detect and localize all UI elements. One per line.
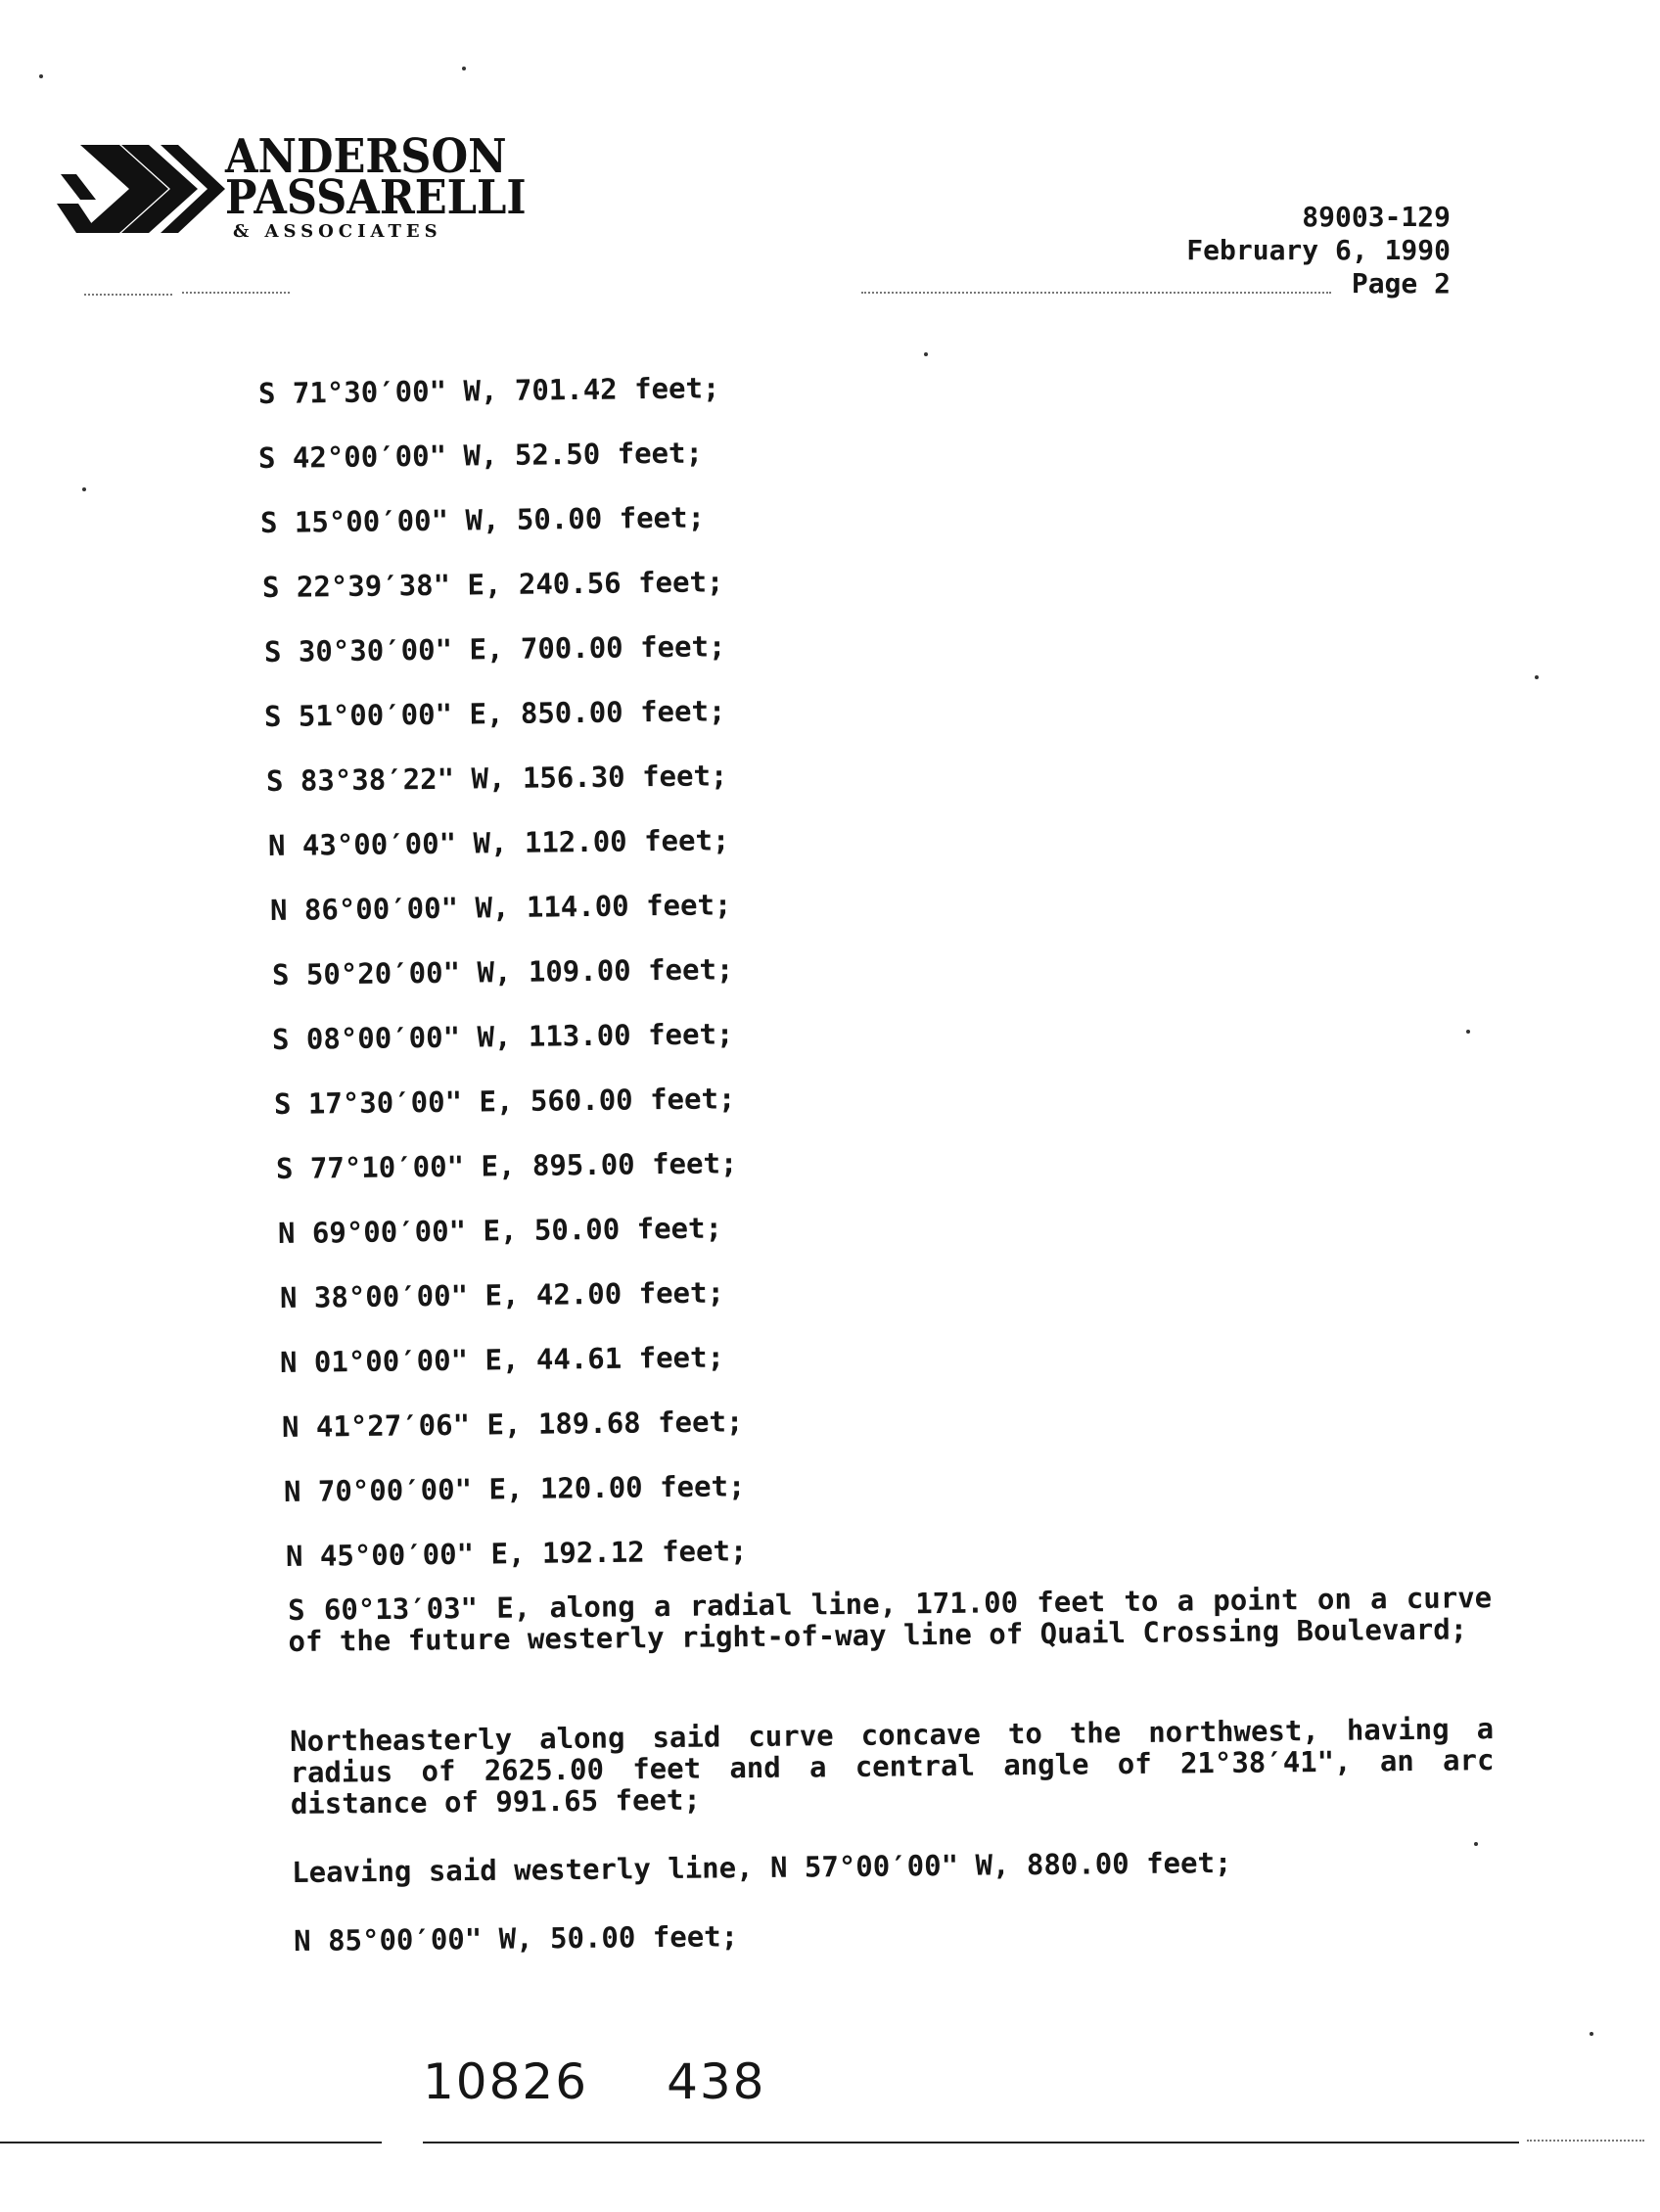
- course-line: S 22°39′38" E, 240.56 feet;: [261, 565, 724, 604]
- course-line: S 83°38′22" W, 156.30 feet;: [265, 759, 728, 798]
- scan-speck: [1466, 1030, 1470, 1034]
- course-line: S 08°00′00" W, 113.00 feet;: [271, 1017, 734, 1056]
- bottom-rule: [0, 2142, 382, 2143]
- scan-speck: [924, 352, 928, 356]
- course-line: S 17°30′00" E, 560.00 feet;: [273, 1082, 736, 1121]
- course-line: S 30°30′00" E, 700.00 feet;: [263, 629, 726, 668]
- paragraph: Northeasterly along said curve concave to the northwest, having a radius of 2625.00 feet and a central angle of 21°38′41", an arc distance of 991.65 feet;: [289, 1712, 1495, 1820]
- paragraph: S 60°13′03" E, along a radial line, 171.00 feet to a point on a curve of the future westerly right-of-way line of Quail Crossing Boulevard;: [287, 1581, 1493, 1658]
- course-line: N 01°00′00" E, 44.61 feet;: [279, 1340, 725, 1379]
- company-logo-icon: [51, 135, 227, 243]
- scan-speck: [82, 487, 86, 491]
- course-line: N 70°00′00" E, 120.00 feet;: [283, 1469, 746, 1508]
- course-line: N 45°00′00" E, 192.12 feet;: [285, 1534, 748, 1573]
- course-line: N 41°27′06" E, 189.68 feet;: [281, 1405, 744, 1444]
- scan-speck: [1535, 675, 1539, 679]
- recording-stamp: [423, 2053, 845, 2110]
- course-line: N 86°00′00" W, 114.00 feet;: [269, 888, 732, 927]
- scan-speck: [462, 67, 466, 70]
- book-page-number: 438: [667, 2053, 766, 2110]
- scan-speck: [39, 74, 43, 78]
- page-number: Page 2: [1351, 267, 1451, 300]
- letterhead-line-3: & ASSOCIATES: [233, 221, 442, 242]
- letterhead-line-1: ANDERSON: [225, 129, 507, 184]
- job-number: 89003-129: [1302, 201, 1451, 233]
- paragraph: N 85°00′00" W, 50.00 feet;: [293, 1919, 739, 1958]
- company-letterhead: [51, 125, 527, 253]
- letterhead-line-2: PASSARELLI: [225, 170, 527, 225]
- document-date: February 6, 1990: [1186, 234, 1451, 266]
- scan-artifact: [84, 294, 172, 298]
- course-line: S 50°20′00" W, 109.00 feet;: [271, 952, 734, 991]
- course-line: S 71°30′00" W, 701.42 feet;: [257, 371, 720, 410]
- course-line: S 51°00′00" E, 850.00 feet;: [263, 694, 726, 733]
- document-header: [1186, 201, 1451, 300]
- course-line: N 38°00′00" E, 42.00 feet;: [279, 1275, 725, 1314]
- scan-artifact: [1527, 2140, 1644, 2143]
- scan-artifact: [861, 292, 1331, 296]
- scan-speck: [1590, 2032, 1593, 2036]
- paragraph: Leaving said westerly line, N 57°00′00" W, 880.00 feet;: [291, 1845, 1232, 1889]
- course-line: S 15°00′00" W, 50.00 feet;: [259, 500, 706, 539]
- bottom-rule: [423, 2142, 1519, 2143]
- course-line: S 42°00′00" W, 52.50 feet;: [257, 436, 704, 475]
- course-line: N 69°00′00" E, 50.00 feet;: [277, 1211, 723, 1250]
- scan-artifact: [182, 292, 290, 296]
- course-line: S 77°10′00" E, 895.00 feet;: [275, 1146, 738, 1185]
- course-line: N 43°00′00" W, 112.00 feet;: [267, 823, 730, 862]
- book-number: 10826: [423, 2053, 589, 2110]
